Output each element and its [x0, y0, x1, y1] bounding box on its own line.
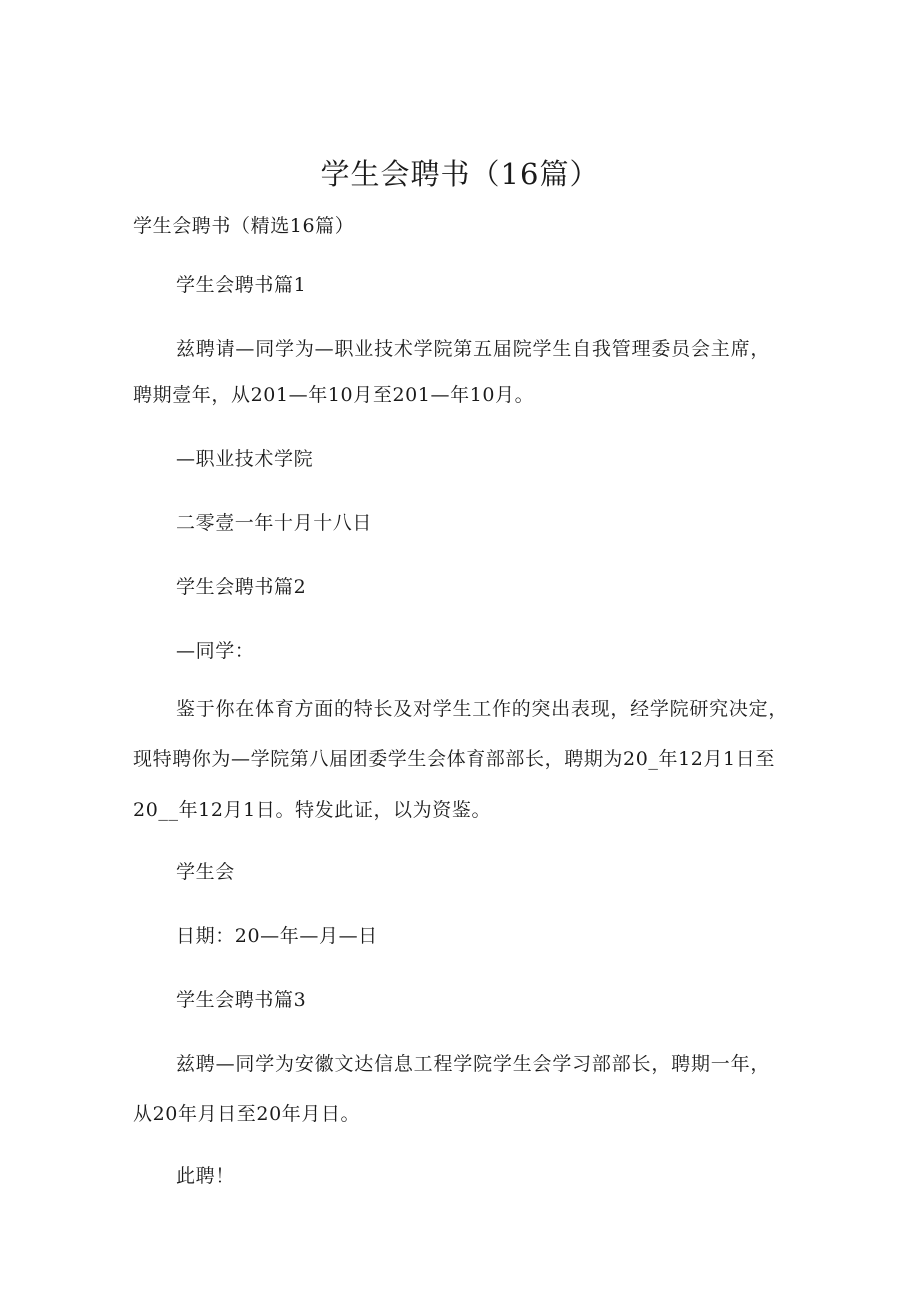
paragraph-line: —职业技术学院 [176, 448, 314, 470]
paragraph-line: 鉴于你在体育方面的特长及对学生工作的突出表现，经学院研究决定， [176, 698, 788, 720]
paragraph-line: 此聘！ [176, 1165, 235, 1187]
paragraph-line: 二零壹一年十月十八日 [176, 512, 373, 534]
document-subtitle: 学生会聘书（精选16篇） [133, 215, 355, 237]
section-heading-2: 学生会聘书篇2 [176, 576, 307, 598]
section-heading-3: 学生会聘书篇3 [176, 989, 307, 1011]
paragraph-line: 学生会 [176, 861, 235, 883]
paragraph-line: 现特聘你为—学院第八届团委学生会体育部部长，聘期为20_年12月1日至 [133, 748, 775, 770]
paragraph-line: —同学： [176, 640, 255, 662]
paragraph-line: 日期：20—年—月—日 [176, 925, 378, 947]
paragraph-line: 兹聘请—同学为—职业技术学院第五届院学生自我管理委员会主席， [176, 338, 770, 360]
paragraph-line: 聘期壹年，从201—年10月至201—年10月。 [133, 384, 535, 406]
paragraph-line: 从20年月日至20年月日。 [133, 1103, 361, 1125]
paragraph-line: 兹聘—同学为安徽文达信息工程学院学生会学习部部长，聘期一年， [176, 1053, 770, 1075]
section-heading-1: 学生会聘书篇1 [176, 274, 307, 296]
paragraph-line: 20__年12月1日。特发此证，以为资鉴。 [133, 799, 492, 821]
document-title: 学生会聘书（16篇） [320, 157, 600, 191]
